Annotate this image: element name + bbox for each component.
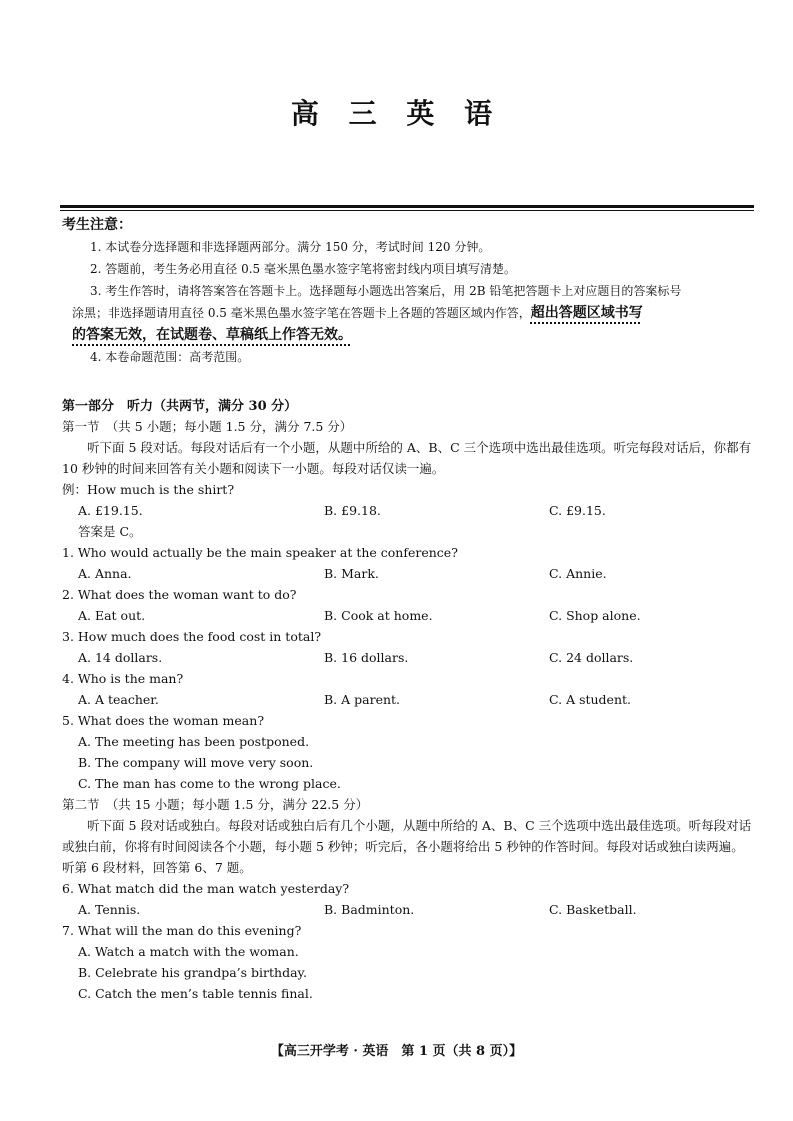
question-5-option-c: C. The man has come to the wrong place. — [78, 776, 341, 791]
notice-item-3-cont — [72, 302, 760, 324]
question-5-option-a: A. The meeting has been postponed. — [78, 734, 310, 749]
question-3-option-b: B. 16 dollars. — [324, 650, 409, 665]
question-3-option-a: A. 14 dollars. — [78, 650, 163, 665]
question-4-options — [62, 689, 762, 710]
notice-block — [72, 236, 760, 368]
question-1-option-c: C. Annie. — [549, 566, 607, 581]
question-6-option-a: A. Tennis. — [78, 902, 141, 917]
question-4-option-b: B. A parent. — [324, 692, 401, 707]
question-3: 3. How much does the food cost in total? — [62, 629, 322, 644]
example-options — [62, 500, 762, 521]
question-2-option-b: B. Cook at home. — [324, 608, 433, 623]
page-title: 高 三 英 语 — [290, 97, 503, 130]
question-1-option-b: B. Mark. — [324, 566, 379, 581]
question-2-option-c: C. Shop alone. — [549, 608, 641, 623]
question-3-options — [62, 647, 762, 668]
question-3-option-c: C. 24 dollars. — [549, 650, 634, 665]
question-7-option-a: A. Watch a match with the woman. — [78, 944, 299, 959]
question-5-option-b: B. The company will move very soon. — [78, 755, 314, 770]
notice-emphasis-a: 超出答题区域书写 — [530, 305, 643, 321]
question-2-options — [62, 605, 762, 626]
notice-emphasis-b: 的答案无效，在试题卷、草稿纸上作答无效。 — [72, 327, 352, 343]
question-7-option-c: C. Catch the men’s table tennis final. — [78, 986, 313, 1001]
question-1-options — [62, 563, 762, 584]
notice-item-3-emph — [72, 324, 760, 346]
question-2: 2. What does the woman want to do? — [62, 587, 297, 602]
part1-title: 第一部分 听力（共两节，满分 30 分） — [62, 399, 298, 414]
example-question: 例：How much is the shirt? — [62, 482, 235, 497]
listening-section — [62, 416, 762, 1004]
question-2-option-a: A. Eat out. — [78, 608, 146, 623]
question-7: 7. What will the man do this evening? — [62, 923, 302, 938]
question-5: 5. What does the woman mean? — [62, 713, 265, 728]
question-6-option-b: B. Badminton. — [324, 902, 415, 917]
notice-item-4: 4. 本卷命题范围：高考范围。 — [90, 350, 250, 364]
notice-item-1: 1. 本试卷分选择题和非选择题两部分。满分 150 分，考试时间 120 分钟。 — [90, 240, 491, 254]
section2-heading: 第二节 （共 15 小题；每小题 1.5 分，满分 22.5 分） — [62, 797, 369, 812]
question-6-option-c: C. Basketball. — [549, 902, 637, 917]
section1-heading: 第一节 （共 5 小题；每小题 1.5 分，满分 7.5 分） — [62, 419, 353, 434]
example-option-b: B. £9.18. — [324, 503, 381, 518]
notice-item-3-text: 涂黑；非选择题请用直径 0.5 毫米黑色墨水签字笔在答题卡上各题的答题区域内作答， — [72, 306, 531, 320]
section2-instructions: 听下面 5 段对话或独白。每段对话或独白后有几个小题，从题中所给的 A、B、C 三个选项中选出最佳选项。听每段对话或独白前，你将有时间阅读各个小题，每小题 5 秒钟；听完后，各小题将给出 5 秒钟的作答时间。每段对话或独白读两遍。 — [62, 818, 752, 854]
section1-instructions: 听下面 5 段对话。每段对话后有一个小题，从题中所给的 A、B、C 三个选项中选出最佳选项。听完每段对话后，你都有 10 秒钟的时间来回答有关小题和阅读下一小题。每段对话仅读一遍。 — [62, 440, 752, 476]
question-6: 6. What match did the man watch yesterday? — [62, 881, 350, 896]
question-4: 4. Who is the man? — [62, 671, 184, 686]
question-4-option-a: A. A teacher. — [78, 692, 159, 707]
question-1-option-a: A. Anna. — [78, 566, 132, 581]
notice-heading: 考生注意： — [62, 217, 132, 233]
example-option-c: C. £9.15. — [549, 503, 606, 518]
notice-item-3: 3. 考生作答时，请将答案答在答题卡上。选择题每小题选出答案后，用 2B 铅笔把答题卡上对应题目的答案标号 — [90, 284, 682, 298]
example-option-a: A. £19.15. — [78, 503, 143, 518]
header-rule-thin — [60, 210, 754, 211]
question-6-options — [62, 899, 762, 920]
question-7-option-b: B. Celebrate his grandpa’s birthday. — [78, 965, 307, 980]
notice-item-2: 2. 答题前，考生务必用直径 0.5 毫米黑色墨水签字笔将密封线内项目填写清楚。 — [90, 262, 516, 276]
question-1: 1. Who would actually be the main speaker at the conference? — [62, 545, 458, 560]
example-answer: 答案是 C。 — [78, 524, 142, 539]
page-footer: 【高三开学考 · 英语 第 1 页（共 8 页）】 — [270, 1044, 523, 1059]
material-6-note: 听第 6 段材料，回答第 6、7 题。 — [62, 860, 252, 875]
header-rule-thick — [60, 205, 754, 208]
question-4-option-c: C. A student. — [549, 692, 632, 707]
